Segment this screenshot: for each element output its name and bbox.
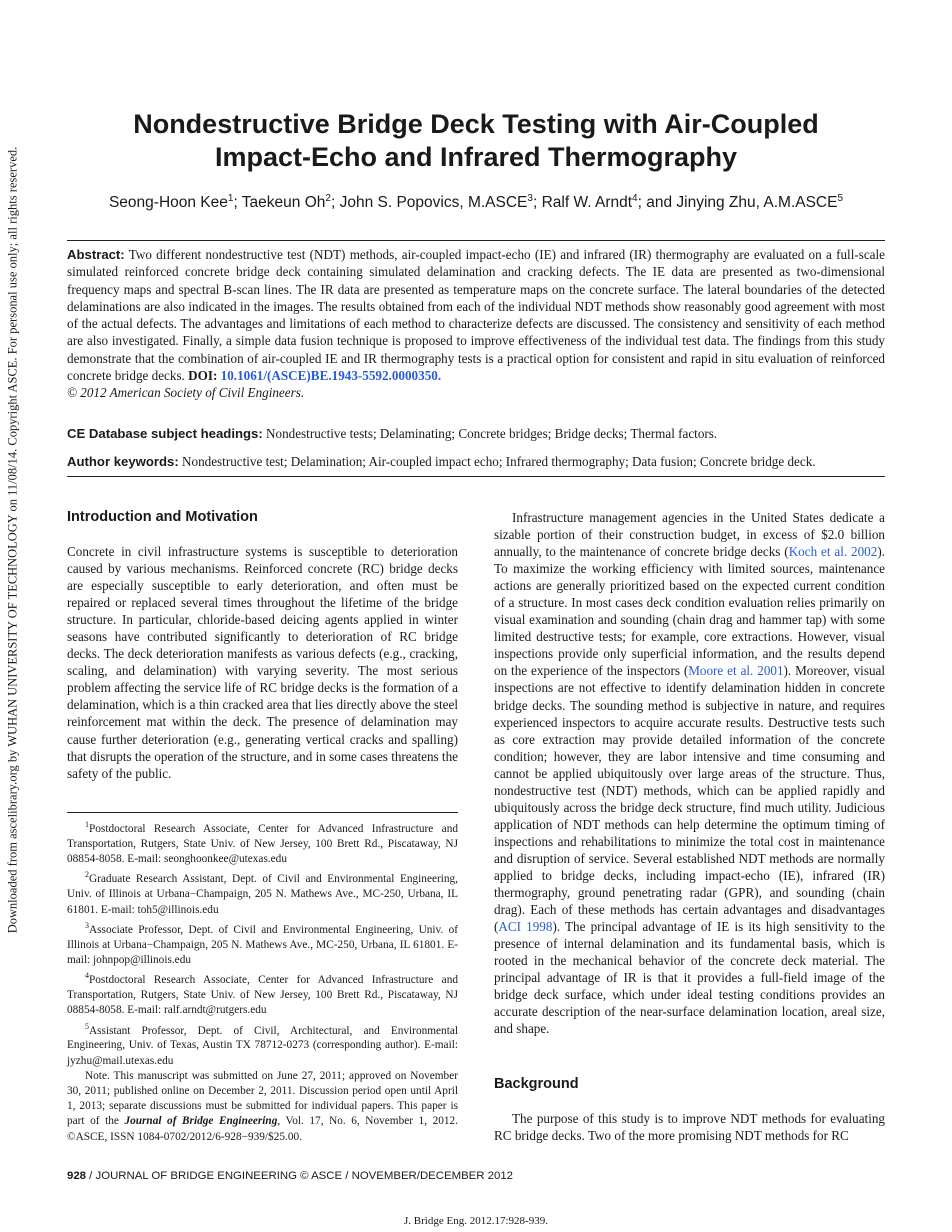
footnote: $^3$Associate Professor, Dept. of Civil and Environmental Engineering, Univ. of Illinois at Urbana−Champaign, 205 N. Mathews Ave., MC-250, Urbana, IL 61801. E-mail: johnpop@illinois.edu bbox=[67, 920, 458, 966]
background-heading: Background bbox=[494, 1076, 579, 1092]
page-title bbox=[67, 108, 885, 174]
intro-paragraph: Concrete in civil infrastructure systems is susceptible to deterioration caused by various mechanisms. Reinforced concrete (RC) bridge decks are especially susceptible to early deterioration, and often must be repaired or replaced several times throughout the lifetime of the bridge structure. In particular, chloride-based deicing agents applied in winter seasons have contributed significantly to deterioration of RC bridge decks. The deck deterioration manifests as various defects (e.g., cracking, scaling, and delamination) with varying severity. The most serious problem affecting the service life of RC bridge decks is the formation of a delamination, which is a thin cracked area that lies directly above the steel reinforcement mat within the deck. The presence of delamination may cause further deterioration (e.g., generating vertical cracks and spalling) that disrupts the operation of the structure, and in some cases threatens the safety of the public. bbox=[67, 544, 458, 781]
copyright-notice: © 2012 American Society of Civil Engineers. bbox=[67, 385, 305, 400]
footnote: $^2$Graduate Research Assistant, Dept. of Civil and Environmental Engineering, Univ. of Illinois at Urbana−Champaign, 205 N. Mathews Ave., MC-250, Urbana, IL 61801. E-mail: toh5@illinois.edu bbox=[67, 870, 458, 916]
download-notice: Downloaded from ascelibrary.org by WUHAN UNIVERSITY OF TECHNOLOGY on 11/08/14. Copyright ASCE. For personal use only; all rights reserved. bbox=[5, 146, 20, 934]
ce-headings-label: CE Database subject headings: bbox=[67, 426, 263, 441]
download-sidebar bbox=[2, 40, 24, 1040]
keywords-label: Author keywords: bbox=[67, 454, 179, 469]
manuscript-note: Note. This manuscript was submitted on June 27, 2011; approved on November 30, 2011; published online on December 2, 2011. Discussion period open until April 1, 2013; separate discussions must be submitted for individual papers. This paper is part of the Journal of Bridge Engineering, Vol. 17, No. 6, November 1, 2012. ©ASCE, ISSN 1084-0702/2012/6-928−939/$25.00. bbox=[67, 1069, 458, 1143]
doi-label: DOI: bbox=[188, 367, 218, 383]
page-number: 928 bbox=[67, 1170, 87, 1182]
footnote: $^5$Assistant Professor, Dept. of Civil, Architectural, and Environmental Engineering, Univ. of Texas, Austin TX 78712-0273 (corresponding author). E-mail: jyzhu@mail.utexas.edu bbox=[67, 1021, 458, 1067]
right-column bbox=[494, 509, 885, 1037]
doi-link[interactable]: 10.1061/(ASCE)BE.1943-5592.0000350. bbox=[220, 367, 442, 383]
author-list bbox=[67, 189, 885, 213]
author: John S. Popovics, M.ASCE$^3$; bbox=[339, 193, 542, 212]
background-column bbox=[494, 1110, 885, 1144]
abstract-text: Two different nondestructive test (NDT) methods, air-coupled impact-echo (IE) and infrared (IR) thermography are evaluated on a full-scale simulated reinforced concrete bridge deck containing simulated delamination and cracking defects. The IE data are presented as two-dimensional frequency maps and spectral B-scan lines. The IR data are presented as temperature maps on the concrete surface. The lateral boundaries of the detected delaminations are also indicated in the images. The results obtained from each of the individual NDT methods show reasonably good agreement with most of the actual defects. The advantages and limitations of each method to characterize defects are discussed. The consistency and sensitivity of each method are also investigated. Finally, a simple data fusion technique is proposed to improve effectiveness of the individual test data. The findings from this study demonstrate that the combination of air-coupled IE and IR thermography tests is a practical option for consistent and rapid in situ evaluation of reinforced concrete bridge decks. bbox=[67, 247, 885, 383]
background-paragraph: The purpose of this study is to improve NDT methods for evaluating RC bridge decks. Two of the more promising NDT methods for RC bbox=[494, 1111, 885, 1144]
journal-footer: / JOURNAL OF BRIDGE ENGINEERING © ASCE / NOVEMBER/DECEMBER 2012 bbox=[86, 1170, 514, 1182]
reference-link[interactable]: ACI 1998 bbox=[498, 919, 553, 935]
body-paragraph: Infrastructure management agencies in the United States dedicate a sizable portion of their construction budget, in excess of $2.0 billion annually, to the maintenance of concrete bridge decks (Koch et al. 2002). To maximize the working efficiency with limited sources, maintenance actions are generally prioritized based on the expected current condition of a structure. In most cases deck condition evaluation relies primarily on visual examination and sounding (chain drag and hammer tap) with some limited destructive tests; for example, core extractions. However, visual inspections provide only superficial information, and the results depend on the experience of the inspectors (Moore et al. 2001). Moreover, visual inspections are not effective to identify delamination hidden in concrete bridge decks. The sounding method is subjective in nature, and requires experienced inspectors to acquire accurate results. Destructive tests such as core extraction may provide detailed information of the concrete condition; however, they are labor intensive and time consuming and cannot be applied ubiquitously over large areas of the structure. Thus, nondestructive test (NDT) methods, which can be applied rapidly and ubiquitously across the bridge deck structure, find much utility. Judicious application of NDT methods can help determine the optimum timing of inspections and rehabilitations to minimize the total cost in maintenance and disruption of service. Several established NDT methods are normally applied to bridge decks, including impact-echo (IE), infrared (IR) thermography, ground penetrating radar (GPR), and sounding (chain drag). Each of these methods has certain advantages and disadvantages (ACI 1998). The principal advantage of IE is its high sensitivity to the presence of internal delamination and its fundamental basis, which is rooted in the mechanical behavior of the concrete deck material. The principal advantage of IR is that it provides a full-field image of the bridge deck surface, which under ideal testing conditions provides an accurate description of the near-surface delamination location, areal size, and shape. bbox=[494, 510, 885, 1037]
keywords-text: Nondestructive test; Delamination; Air-coupled impact echo; Infrared thermography; Data fusion; Concrete bridge deck. bbox=[182, 454, 816, 469]
abstract-bottom-rule bbox=[67, 476, 885, 477]
author: Seong-Hoon Kee$^1$; bbox=[108, 193, 242, 212]
reference-link[interactable]: Koch et al. 2002 bbox=[788, 544, 878, 560]
abstract bbox=[67, 246, 885, 401]
author: Taekeun Oh$^2$; bbox=[241, 193, 340, 212]
intro-heading: Introduction and Motivation bbox=[67, 509, 258, 525]
page-footer bbox=[67, 1170, 513, 1182]
author: Jinying Zhu, A.M.ASCE$^5$ bbox=[676, 193, 844, 212]
footnotes bbox=[67, 817, 458, 1145]
author-keywords bbox=[67, 453, 897, 470]
abstract-label: Abstract: bbox=[67, 247, 125, 262]
ce-subject-headings bbox=[67, 425, 885, 442]
reference-link[interactable]: Moore et al. 2001 bbox=[688, 663, 784, 679]
title-line-1: Nondestructive Bridge Deck Testing with Air-Coupled bbox=[133, 109, 819, 139]
footnote-rule bbox=[67, 812, 458, 813]
ce-headings-text: Nondestructive tests; Delaminating; Concrete bridges; Bridge decks; Thermal factors. bbox=[266, 426, 718, 441]
intro-column bbox=[67, 543, 458, 782]
title-line-2: Impact-Echo and Infrared Thermography bbox=[214, 142, 738, 172]
author: Ralf W. Arndt$^4$; and bbox=[541, 193, 677, 212]
footnote: $^4$Postdoctoral Research Associate, Center for Advanced Infrastructure and Transportation, Rutgers, State Univ. of New Jersey, 100 Brett Rd., Piscataway, NJ 08854-8058. E-mail: ralf.arndt@rutgers.edu bbox=[67, 971, 458, 1017]
footnote: $^1$Postdoctoral Research Associate, Center for Advanced Infrastructure and Transportation, Rutgers, State Univ. of New Jersey, 100 Brett Rd., Piscataway, NJ 08854-8058. E-mail: seonghoonkee@utexas.edu bbox=[67, 820, 458, 866]
citation-line: J. Bridge Eng. 2012.17:928-939. bbox=[404, 1215, 548, 1227]
journal-name: Journal of Bridge Engineering bbox=[124, 1115, 278, 1128]
abstract-top-rule bbox=[67, 240, 885, 241]
